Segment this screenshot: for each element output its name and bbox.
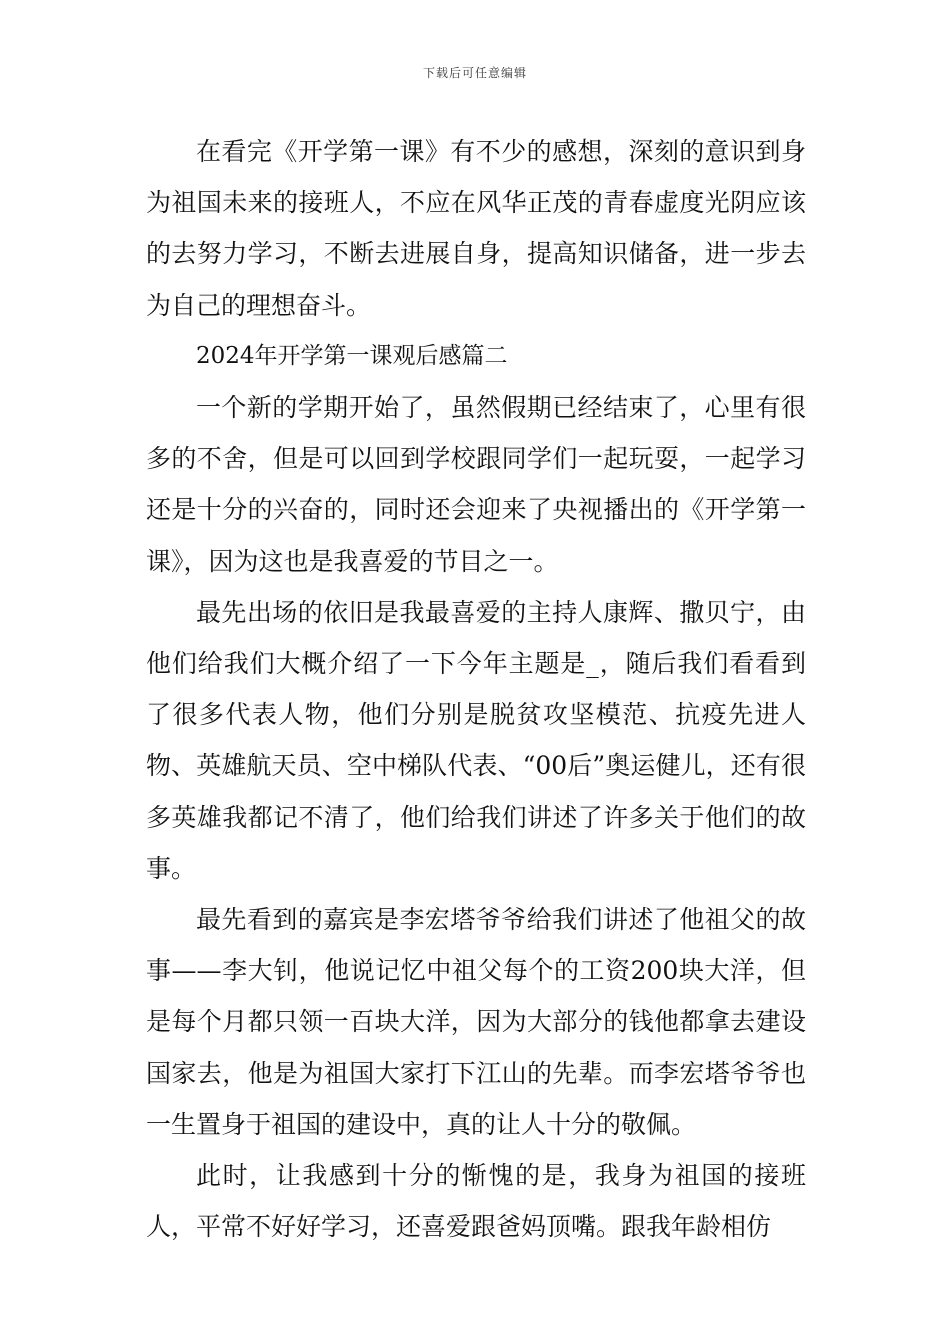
paragraph-1: 在看完《开学第一课》有不少的感想，深刻的意识到身为祖国未来的接班人，不应在风华正茂的青春虚度光阴应该的去努力学习，不断去进展自身，提高知识储备，进一步去为自己的理想奋斗。 — [146, 137, 806, 320]
paragraph-3: 最先出场的依旧是我最喜爱的主持人康辉、撒贝宁，由他们给我们大概介绍了一下今年主题是_，随后我们看看到了很多代表人物，他们分别是脱贫攻坚模范、抗疫先进人物、英雄航天员、空中梯队代表、“00后”奥运健儿，还有很多英雄我都记不清了，他们给我们讲述了许多关于他们的故事。 — [146, 597, 806, 883]
paragraph-2: 一个新的学期开始了，虽然假期已经结束了，心里有很多的不舍，但是可以回到学校跟同学们一起玩耍，一起学习还是十分的兴奋的，同时还会迎来了央视播出的《开学第一课》，因为这也是我喜爱的节目之一。 — [146, 393, 806, 576]
section-heading: 2024年开学第一课观后感篇二 — [196, 342, 508, 369]
page-header-note: 下载后可任意编辑 — [422, 66, 527, 80]
document-body — [146, 126, 806, 1252]
paragraph-5: 此时，让我感到十分的惭愧的是，我身为祖国的接班人，平常不好好学习，还喜爱跟爸妈顶嘴。跟我年龄相仿 — [146, 1161, 806, 1242]
paragraph-4: 最先看到的嘉宾是李宏塔爷爷给我们讲述了他祖父的故事——李大钊，他说记忆中祖父每个的工资200块大洋，但是每个月都只领一百块大洋，因为大部分的钱他都拿去建设国家去，他是为祖国大家打下江山的先辈。而李宏塔爷爷也一生置身于祖国的建设中，真的让人十分的敬佩。 — [146, 905, 806, 1139]
